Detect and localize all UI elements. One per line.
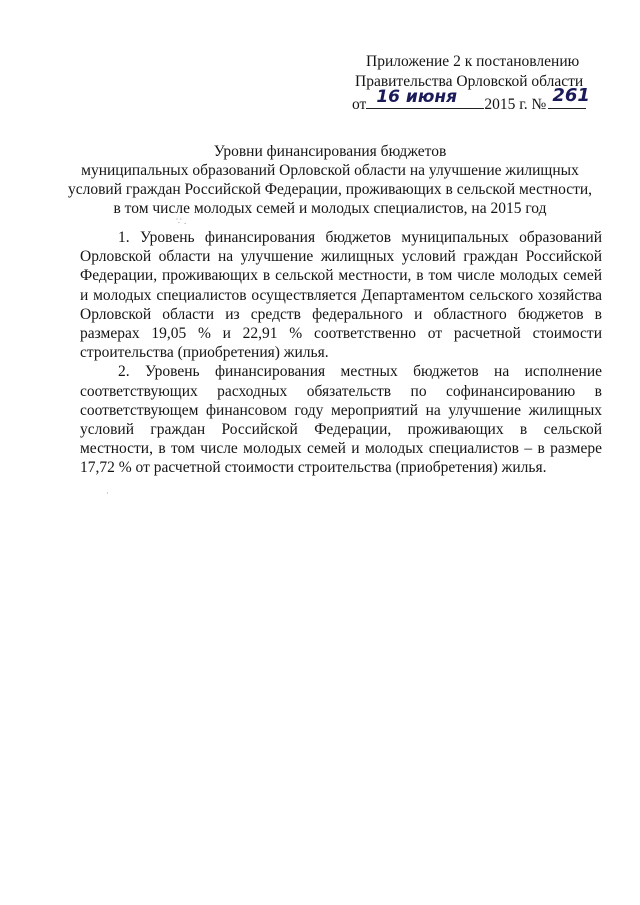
document-body <box>80 228 602 478</box>
document-title <box>60 142 600 218</box>
paragraph-2: 2. Уровень финансирования местных бюджетов на исполнение соответствующих расходных обязательств по софинансированию в соответствующем финансовом году мероприятий на улучшение жилищных условий граждан Российской Федерации, проживающих в сельской местности, в том числе молодых семей и молодых специалистов – в размере 17,72 % от расчетной стоимости строительства (приобретения) жилья. <box>80 363 602 477</box>
title-line: в том числе молодых семей и молодых специалистов, на 2015 год <box>113 200 547 217</box>
year-number-label: 2015 г. № <box>484 96 547 113</box>
paragraph-1: 1. Уровень финансирования бюджетов муниципальных образований Орловской области на улучшение жилищных условий граждан Российской Федерации, проживающих в сельской местности, в том числе молодых семей и молодых специалистов осуществляется Департаментом сельского хозяйства Орловской области из средств федерального и областного бюджетов в размерах 19,05 % и 22,91 % соответственно от расчетной стоимости строительства (приобретения) жилья. <box>80 229 602 362</box>
date-prefix: от <box>352 96 367 113</box>
appendix-header <box>352 52 602 114</box>
scan-mark: ∵ . <box>176 216 187 226</box>
date-blank <box>366 87 484 109</box>
handwritten-date: 16 июня <box>376 87 458 107</box>
title-line: Уровни финансирования бюджетов <box>213 143 447 160</box>
appendix-line-2: Правительства Орловской области <box>355 73 584 90</box>
scan-speck: · <box>106 488 109 498</box>
title-line: муниципальных образований Орловской области на улучшение жилищных <box>81 162 579 179</box>
number-blank <box>548 85 590 109</box>
title-line: условий граждан Российской Федерации, проживающих в сельской местности, <box>67 181 593 198</box>
handwritten-number: 261 <box>552 85 590 106</box>
appendix-date-line <box>352 85 602 114</box>
appendix-line-1: Приложение 2 к постановлению <box>366 53 580 70</box>
